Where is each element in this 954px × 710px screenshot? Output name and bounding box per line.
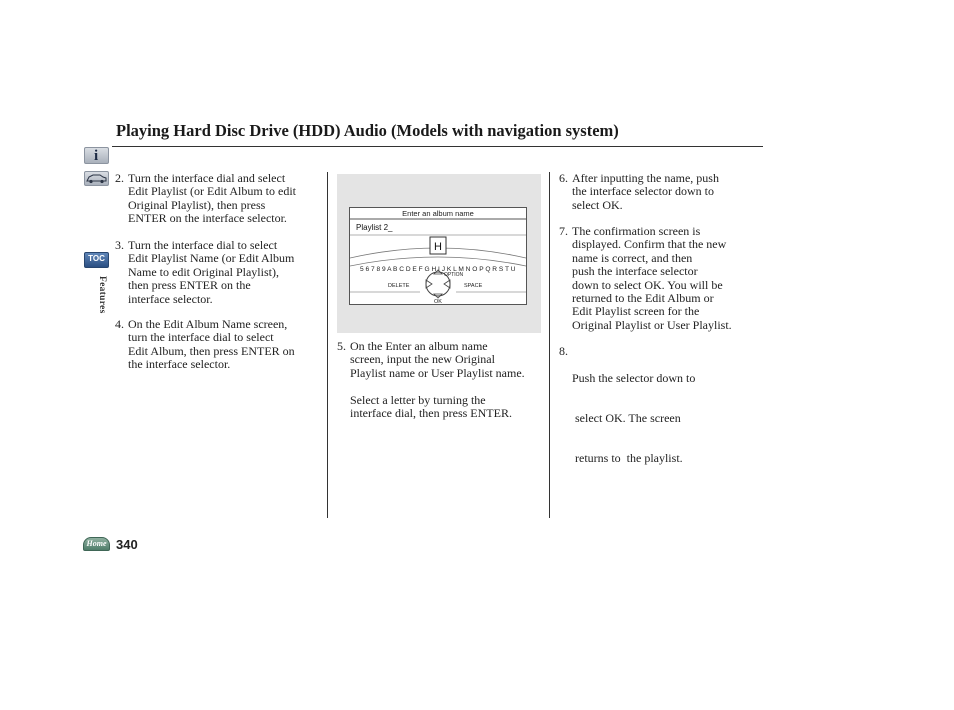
screen-selected-letter: H: [434, 241, 442, 253]
album-name-screen: [349, 207, 527, 305]
toc-button[interactable]: [84, 252, 109, 268]
home-button[interactable]: [83, 537, 110, 551]
screen-delete-label: DELETE: [388, 283, 410, 289]
info-icon[interactable]: i: [84, 147, 109, 164]
screen-char-row: 5 6 7 8 9 A B C D E F G H I J K L M N O P Q R S T U: [360, 266, 516, 273]
screen-header: Enter an album name: [402, 209, 474, 218]
column-divider-1: [327, 172, 328, 518]
column-divider-2: [549, 172, 550, 518]
home-label: Home: [86, 539, 107, 548]
toc-label: TOC: [88, 254, 105, 263]
screen-ok-label: OK: [434, 299, 442, 304]
car-icon[interactable]: [84, 171, 109, 186]
section-label: Features: [97, 276, 107, 314]
screen-space-label: SPACE: [464, 283, 483, 289]
page-number: 340: [116, 537, 138, 552]
screen-input-value: Playlist 2_: [356, 223, 393, 232]
title-divider: [112, 146, 763, 147]
screen-option-label: OPTION: [444, 272, 464, 278]
page-title: Playing Hard Disc Drive (HDD) Audio (Models with navigation system): [116, 121, 619, 140]
